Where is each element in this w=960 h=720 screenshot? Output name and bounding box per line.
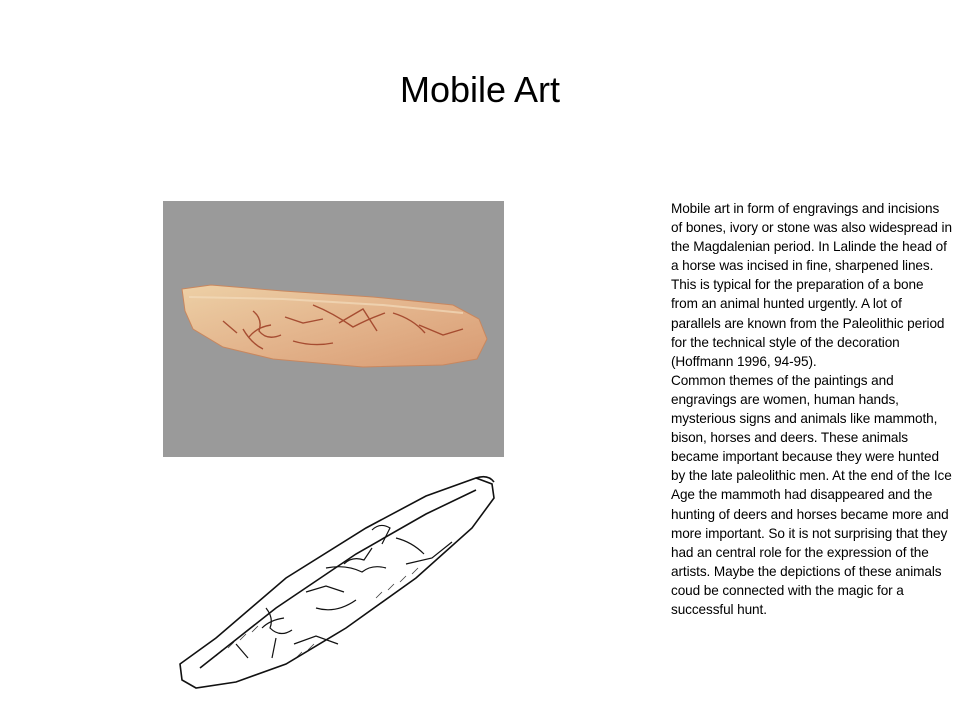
engraved-bone-photo-illustration [163, 201, 504, 457]
paragraph-common-themes: Common themes of the paintings and engravings are women, human hands, mysterious signs and animals like mammoth, bison, horses and deers. These animals became important because they were hunted by the late paleolithic men. At the end of the Ice Age the mammoth had disappeared and the hunting of deers and horses became more and more important. So it is not surprising that they had an central role for the expression of the artists. Maybe the depictions of these animals coud be connected with the magic for a successful hunt. [671, 372, 952, 617]
engraved-bone-drawing-illustration [176, 468, 498, 694]
bone-line-drawing [176, 468, 498, 694]
bone-photograph [163, 201, 504, 457]
paragraph-mobile-art: Mobile art in form of engravings and incisions of bones, ivory or stone was also widespread in the Magdalenian period. In Lalinde the head of a horse was incised in fine, sharpened lines. This is typical for the preparation of a bone from an animal hunted urgently. A lot of parallels are known from the Paleolithic period for the technical style of the decoration (Hoffmann 1996, 94-95). [671, 201, 952, 369]
slide-title: Mobile Art [399, 69, 561, 110]
body-text [671, 199, 953, 619]
